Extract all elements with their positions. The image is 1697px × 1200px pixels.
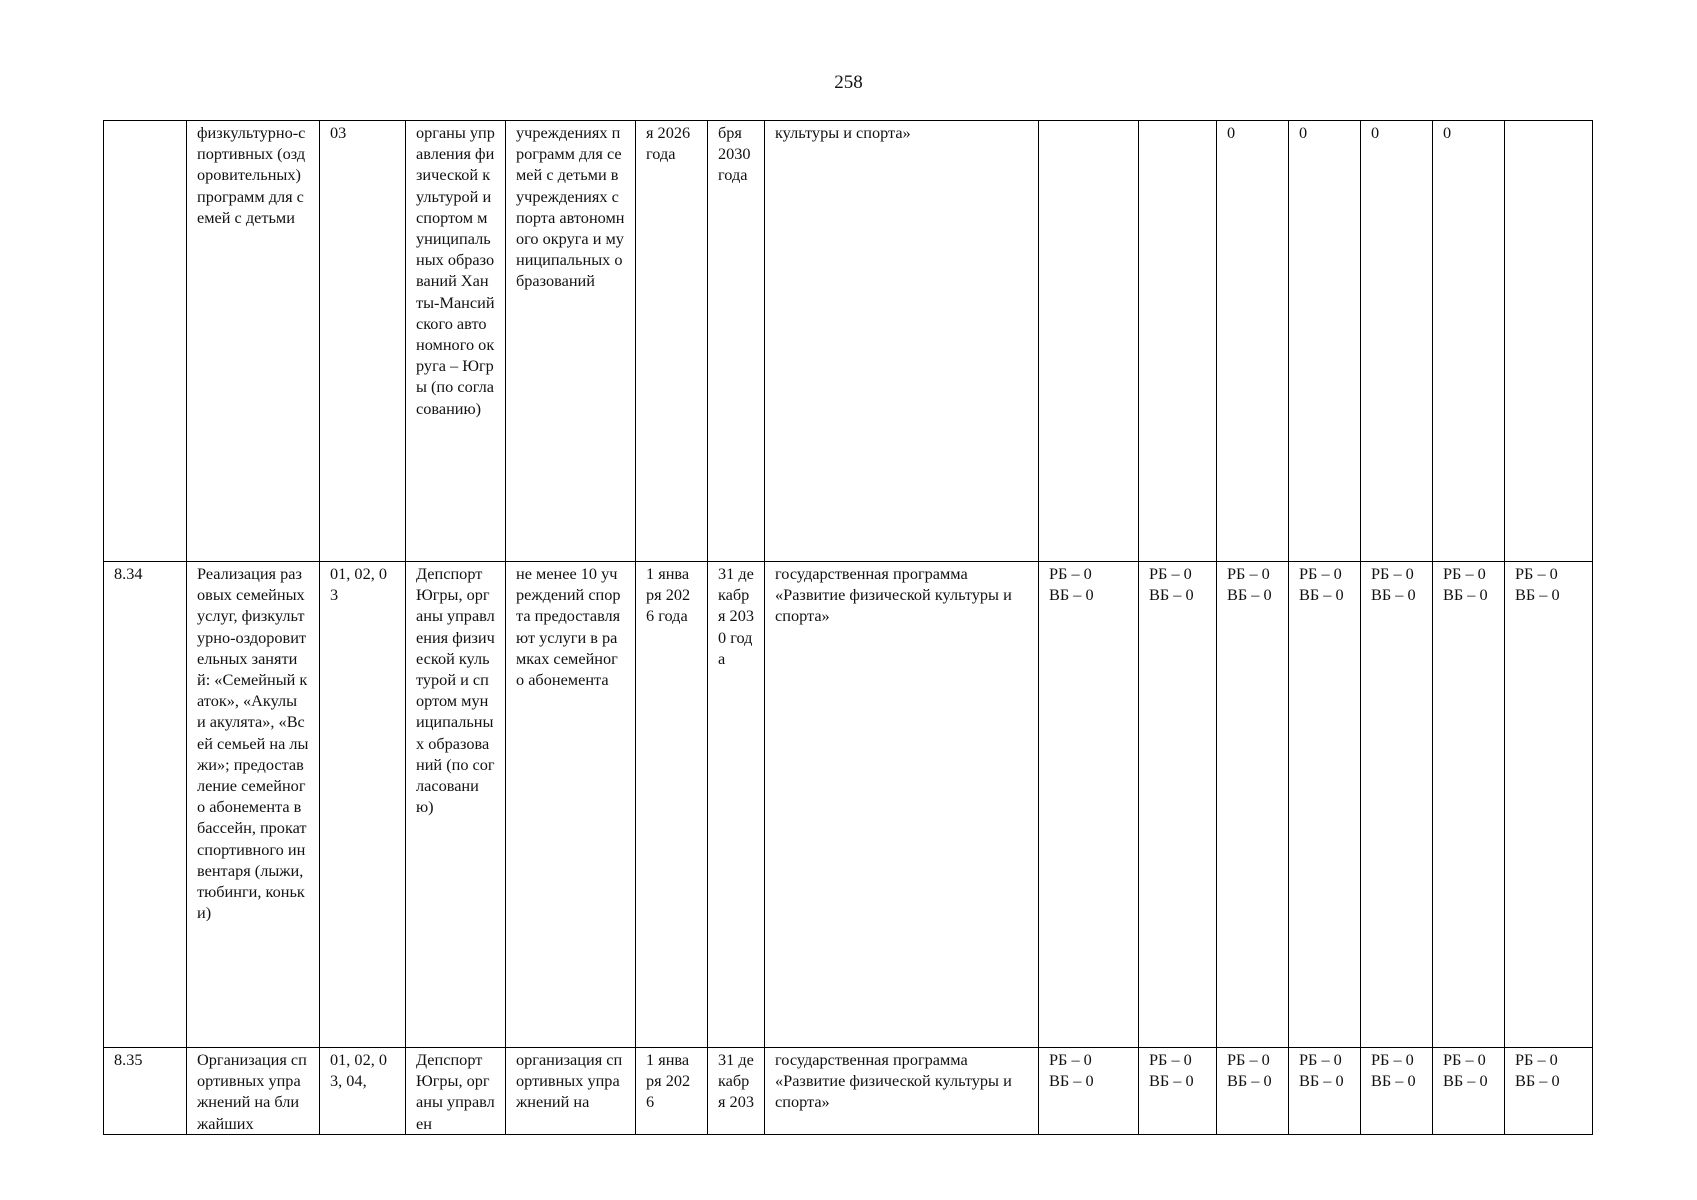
cell-funding-6: 0: [1433, 121, 1505, 562]
cell-start-date: 1 января 2026 года: [636, 562, 708, 1048]
table-row: [104, 562, 1593, 1048]
cell-funding-1: [1039, 121, 1139, 562]
cell-executor: органы управления физической культурой и спортом муниципальных образований Ханты-Мансийского автономного округа – Югры (по согласованию): [406, 121, 506, 562]
cell-funding-2: РБ – 0 ВБ – 0: [1139, 1048, 1217, 1135]
cell-funding-5: РБ – 0 ВБ – 0: [1361, 562, 1433, 1048]
cell-funding-4: РБ – 0 ВБ – 0: [1289, 1048, 1361, 1135]
cell-program: государственная программа «Развитие физической культуры и спорта»: [765, 1048, 1039, 1135]
cell-program: культуры и спорта»: [765, 121, 1039, 562]
cell-funding-3: РБ – 0 ВБ – 0: [1217, 1048, 1289, 1135]
cell-funding-1: РБ – 0 ВБ – 0: [1039, 1048, 1139, 1135]
table-row: [104, 121, 1593, 562]
cell-measure-name: Организация спортивных упражнений на ближайших: [187, 1048, 320, 1135]
cell-result: учреждениях программ для семей с детьми в учреждениях спорта автономного округа и муниципальных образований: [506, 121, 636, 562]
cell-start-date: 1 января 2026: [636, 1048, 708, 1135]
cell-funding-7: РБ – 0 ВБ – 0: [1505, 562, 1593, 1048]
cell-funding-6: РБ – 0 ВБ – 0: [1433, 1048, 1505, 1135]
cell-codes: 01, 02, 03: [320, 562, 406, 1048]
cell-funding-3: 0: [1217, 121, 1289, 562]
cell-end-date: 31 декабря 2030 года: [708, 562, 765, 1048]
cell-number: 8.34: [104, 562, 187, 1048]
cell-codes: 03: [320, 121, 406, 562]
cell-number: [104, 121, 187, 562]
cell-funding-6: РБ – 0 ВБ – 0: [1433, 562, 1505, 1048]
cell-funding-4: РБ – 0 ВБ – 0: [1289, 562, 1361, 1048]
cell-funding-4: 0: [1289, 121, 1361, 562]
cell-end-date: 31 декабря 203: [708, 1048, 765, 1135]
measures-table: [103, 120, 1593, 1135]
cell-program: государственная программа «Развитие физической культуры и спорта»: [765, 562, 1039, 1048]
cell-executor: Депспорт Югры, органы управления физической культурой и спортом муниципальных образований (по согласованию): [406, 562, 506, 1048]
cell-funding-2: РБ – 0 ВБ – 0: [1139, 562, 1217, 1048]
cell-funding-7: РБ – 0 ВБ – 0: [1505, 1048, 1593, 1135]
cell-end-date: бря 2030 года: [708, 121, 765, 562]
cell-funding-5: РБ – 0 ВБ – 0: [1361, 1048, 1433, 1135]
cell-measure-name: физкультурно-спортивных (оздоровительных) программ для семей с детьми: [187, 121, 320, 562]
cell-measure-name: Реализация разовых семейных услуг, физкультурно-оздоровительных занятий: «Семейный каток», «Акулы и акулята», «Всей семьей на лыжи»; предоставление семейного абонемента в бассейн, прокат спортивного инвентаря (лыжи, тюбинги, коньки): [187, 562, 320, 1048]
cell-funding-2: [1139, 121, 1217, 562]
cell-number: 8.35: [104, 1048, 187, 1135]
page-number: 258: [834, 72, 863, 93]
cell-funding-1: РБ – 0 ВБ – 0: [1039, 562, 1139, 1048]
cell-executor: Депспорт Югры, органы управлен: [406, 1048, 506, 1135]
cell-funding-5: 0: [1361, 121, 1433, 562]
cell-funding-7: [1505, 121, 1593, 562]
cell-start-date: я 2026 года: [636, 121, 708, 562]
cell-codes: 01, 02, 03, 04,: [320, 1048, 406, 1135]
cell-result: не менее 10 учреждений спорта предоставляют услуги в рамках семейного абонемента: [506, 562, 636, 1048]
cell-result: организация спортивных упражнений на: [506, 1048, 636, 1135]
cell-funding-3: РБ – 0 ВБ – 0: [1217, 562, 1289, 1048]
table-row: [104, 1048, 1593, 1135]
